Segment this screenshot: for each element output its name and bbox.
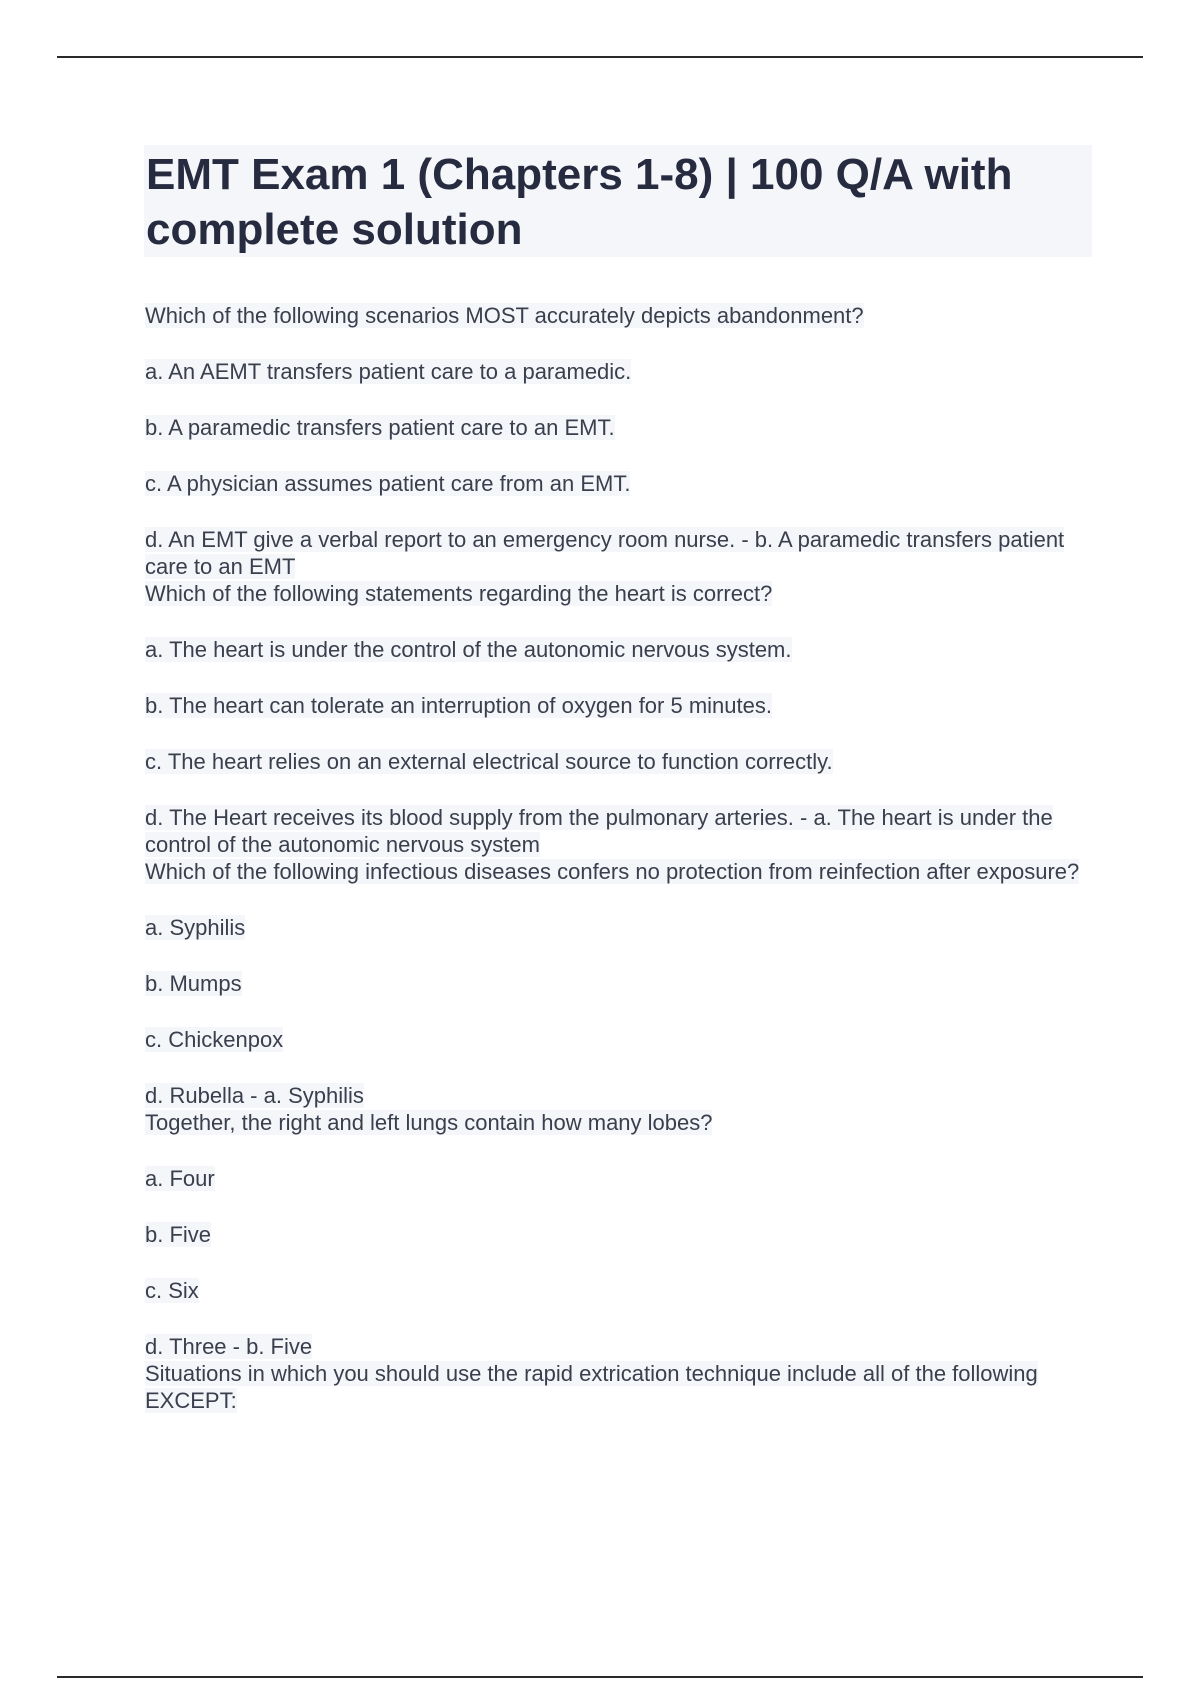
question-3-option-c: c. Chickenpox — [145, 1027, 284, 1052]
top-rule — [57, 56, 1143, 58]
question-3-text: Which of the following infectious diseases confers no protection from reinfection after exposure? — [145, 859, 1080, 884]
question-2 — [145, 580, 1095, 607]
question-4-option-d-answer: d. Three - b. Five — [145, 1334, 313, 1359]
question-1-option-b: b. A paramedic transfers patient care to an EMT. — [145, 415, 615, 440]
question-1 — [145, 302, 1095, 329]
question-2-option-c: c. The heart relies on an external electrical source to function correctly. — [145, 749, 833, 774]
question-1-text: Which of the following scenarios MOST accurately depicts abandonment? — [145, 303, 864, 328]
question-1-option-a: a. An AEMT transfers patient care to a paramedic. — [145, 359, 632, 384]
title-block — [144, 145, 1092, 257]
question-4-option-a: a. Four — [145, 1166, 215, 1191]
question-1-option-c: c. A physician assumes patient care from an EMT. — [145, 471, 631, 496]
question-2-option-a: a. The heart is under the control of the autonomic nervous system. — [145, 637, 792, 662]
question-3-option-d-answer: d. Rubella - a. Syphilis — [145, 1083, 364, 1108]
question-3-option-b: b. Mumps — [145, 971, 242, 996]
question-4 — [145, 1109, 1095, 1136]
document-title: EMT Exam 1 (Chapters 1-8) | 100 Q/A with complete solution — [146, 150, 1013, 254]
question-2-text: Which of the following statements regarding the heart is correct? — [145, 581, 773, 606]
question-4-option-c: c. Six — [145, 1278, 199, 1303]
question-2-option-d-answer: d. The Heart receives its blood supply from the pulmonary arteries. - a. The heart is under the control of the autonomic nervous system — [145, 805, 1053, 857]
bottom-rule — [57, 1676, 1143, 1678]
question-4-text: Together, the right and left lungs contain how many lobes? — [145, 1110, 713, 1135]
question-4-option-b: b. Five — [145, 1222, 212, 1247]
question-3 — [145, 858, 1095, 885]
question-1-option-d-answer: d. An EMT give a verbal report to an emergency room nurse. - b. A paramedic transfers patient care to an EMT — [145, 527, 1065, 579]
qa-content — [145, 302, 1095, 1414]
question-3-option-a: a. Syphilis — [145, 915, 246, 940]
question-2-option-b: b. The heart can tolerate an interruption of oxygen for 5 minutes. — [145, 693, 772, 718]
question-5 — [145, 1360, 1095, 1414]
question-5-text: Situations in which you should use the rapid extrication technique include all of the following EXCEPT: — [145, 1361, 1038, 1413]
